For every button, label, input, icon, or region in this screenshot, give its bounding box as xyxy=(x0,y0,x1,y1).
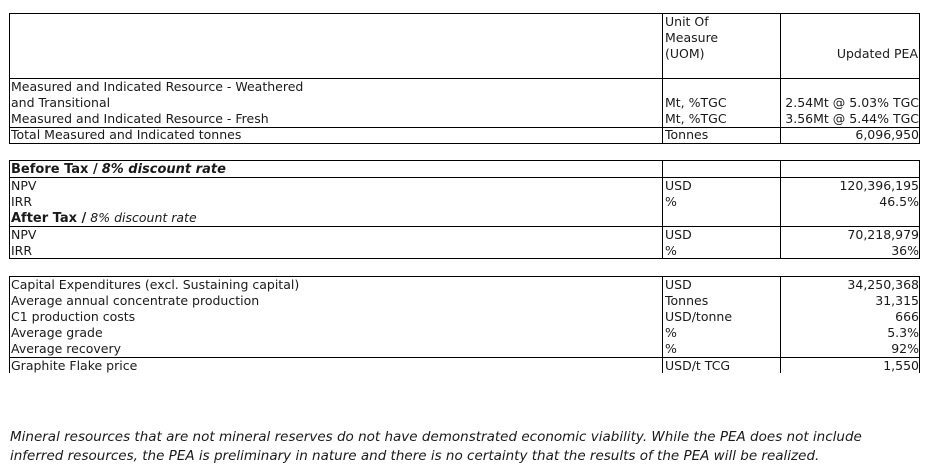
before-npv-value: 120,396,195 xyxy=(839,178,919,193)
ops-value-flake-price: 1,550 xyxy=(883,358,919,373)
uom-header-line1: Unit Of xyxy=(665,14,709,29)
ops-value-c1-costs: 666 xyxy=(895,309,919,324)
resources-divider-uom xyxy=(662,78,663,144)
ops-uom-grade: % xyxy=(665,325,677,340)
after-npv-label: NPV xyxy=(11,227,37,242)
resource-label-total: Total Measured and Indicated tonnes xyxy=(11,127,242,142)
operations-left-edge xyxy=(9,276,10,373)
before-npv-uom: USD xyxy=(665,178,692,193)
ops-label-recovery: Average recovery xyxy=(11,341,122,356)
updated-pea-header: Updated PEA xyxy=(836,46,918,61)
ops-value-capex: 34,250,368 xyxy=(847,277,919,292)
after-irr-value: 36% xyxy=(891,243,919,258)
disclaimer-footnote: Mineral resources that are not mineral reserves do not have demonstrated economic viability. While the PEA does not include inferred resources, the PEA is preliminary in nature and there is no certainty that the results of the PEA will be realized. xyxy=(10,429,862,464)
resources-divider-value xyxy=(780,78,781,144)
ops-label-c1-costs: C1 production costs xyxy=(11,309,136,324)
ops-label-production: Average annual concentrate production xyxy=(11,293,260,308)
header-divider-value xyxy=(780,13,781,79)
header-row xyxy=(9,13,920,79)
ops-uom-capex: USD xyxy=(665,277,692,292)
ops-label-grade: Average grade xyxy=(11,325,103,340)
resource-value-total: 6,096,950 xyxy=(855,127,919,142)
economics-divider-uom xyxy=(662,160,663,259)
before-tax-rate: 8% discount rate xyxy=(101,162,226,177)
ops-label-capex: Capital Expenditures (excl. Sustaining capital) xyxy=(11,277,300,292)
ops-value-grade: 5.3% xyxy=(887,325,919,340)
ops-uom-recovery: % xyxy=(665,341,677,356)
uom-header-line3: (UOM) xyxy=(665,46,705,61)
after-tax-heading xyxy=(11,210,197,227)
after-tax-bold: After Tax / xyxy=(11,211,87,226)
economics-divider-value xyxy=(780,160,781,259)
resource-value-transitional: 2.54Mt @ 5.03% TGC xyxy=(785,95,919,110)
ops-label-flake-price: Graphite Flake price xyxy=(11,358,138,373)
operations-divider-value xyxy=(780,276,781,373)
ops-uom-c1-costs: USD/tonne xyxy=(665,309,733,324)
resource-uom-total: Tonnes xyxy=(665,127,709,142)
after-npv-value: 70,218,979 xyxy=(847,227,919,242)
after-irr-uom: % xyxy=(665,243,677,258)
before-irr-uom: % xyxy=(665,194,677,209)
resource-value-fresh: 3.56Mt @ 5.44% TGC xyxy=(785,111,919,126)
before-irr-value: 46.5% xyxy=(879,194,919,209)
operations-price-rule xyxy=(9,357,920,358)
resource-label-weathered: Measured and Indicated Resource - Weathered xyxy=(11,79,304,94)
resource-uom-transitional: Mt, %TGC xyxy=(665,95,727,110)
operations-right-edge xyxy=(919,276,920,373)
operations-divider-uom xyxy=(662,276,663,373)
resource-label-transitional: and Transitional xyxy=(11,95,111,110)
before-npv-label: NPV xyxy=(11,178,37,193)
resource-label-fresh: Measured and Indicated Resource - Fresh xyxy=(11,111,269,126)
after-irr-label: IRR xyxy=(11,243,33,258)
after-tax-rate: 8% discount rate xyxy=(90,210,197,225)
header-divider-uom xyxy=(662,13,663,79)
before-tax-bold: Before Tax / xyxy=(11,162,98,177)
ops-value-recovery: 92% xyxy=(891,341,919,356)
before-tax-heading xyxy=(11,161,226,178)
ops-value-production: 31,315 xyxy=(875,293,919,308)
before-irr-label: IRR xyxy=(11,194,33,209)
uom-header-line2: Measure xyxy=(665,30,719,45)
ops-uom-flake-price: USD/t TCG xyxy=(665,358,731,373)
ops-uom-production: Tonnes xyxy=(665,293,709,308)
resource-uom-fresh: Mt, %TGC xyxy=(665,111,727,126)
after-npv-uom: USD xyxy=(665,227,692,242)
